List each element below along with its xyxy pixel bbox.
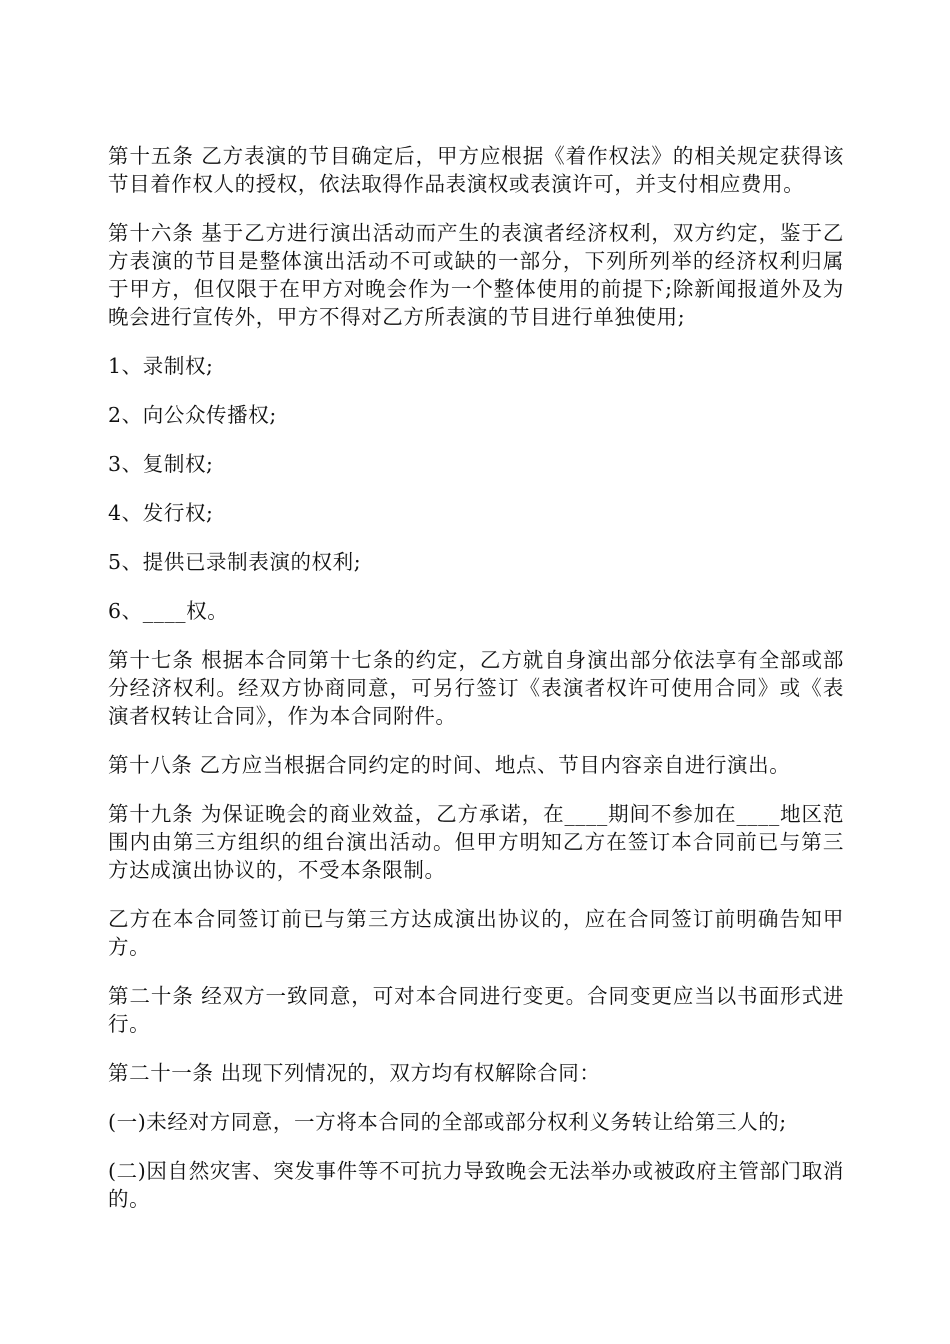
termination-clause-1: (一)未经对方同意，一方将本合同的全部或部分权利义务转让给第三人的; bbox=[108, 1110, 787, 1134]
document-body bbox=[108, 142, 844, 1234]
article-15: 第十五条 乙方表演的节目确定后，甲方应根据《着作权法》的相关规定获得该节目着作权人的授权，依法取得作品表演权或表演许可，并支付相应费用。 bbox=[108, 144, 844, 196]
article-16: 第十六条 基于乙方进行演出活动而产生的表演者经济权利，双方约定，鉴于乙方表演的节目是整体演出活动不可或缺的一部分，下列所列举的经济权利归属于甲方，但仅限于在甲方对晚会作为一个整体使用的前提下;除新闻报道外及为晚会进行宣传外，甲方不得对乙方所表演的节目进行单独使用; bbox=[108, 221, 844, 329]
rights-item-6: 6、____权。 bbox=[108, 599, 229, 623]
article-19-supplement: 乙方在本合同签订前已与第三方达成演出协议的，应在合同签订前明确告知甲方。 bbox=[108, 907, 844, 959]
rights-item-2: 2、向公众传播权; bbox=[108, 403, 277, 427]
article-21: 第二十一条 出现下列情况的，双方均有权解除合同： bbox=[108, 1061, 601, 1085]
article-18: 第十八条 乙方应当根据合同约定的时间、地点、节目内容亲自进行演出。 bbox=[108, 753, 791, 777]
article-19: 第十九条 为保证晚会的商业效益，乙方承诺，在____期间不参加在____地区范围内由第三方组织的组台演出活动。但甲方明知乙方在签订本合同前已与第三方达成演出协议的，不受本条限制。 bbox=[108, 802, 844, 882]
rights-item-1: 1、录制权; bbox=[108, 354, 214, 378]
termination-clause-2: (二)因自然灾害、突发事件等不可抗力导致晚会无法举办或被政府主管部门取消的。 bbox=[108, 1159, 844, 1211]
article-17: 第十七条 根据本合同第十七条的约定，乙方就自身演出部分依法享有全部或部分经济权利。经双方协商同意，可另行签订《表演者权许可使用合同》或《表演者权转让合同》，作为本合同附件。 bbox=[108, 648, 844, 728]
article-20: 第二十条 经双方一致同意，可对本合同进行变更。合同变更应当以书面形式进行。 bbox=[108, 984, 844, 1036]
rights-item-4: 4、发行权; bbox=[108, 501, 214, 525]
rights-item-3: 3、复制权; bbox=[108, 452, 214, 476]
rights-item-5: 5、提供已录制表演的权利; bbox=[108, 550, 362, 574]
